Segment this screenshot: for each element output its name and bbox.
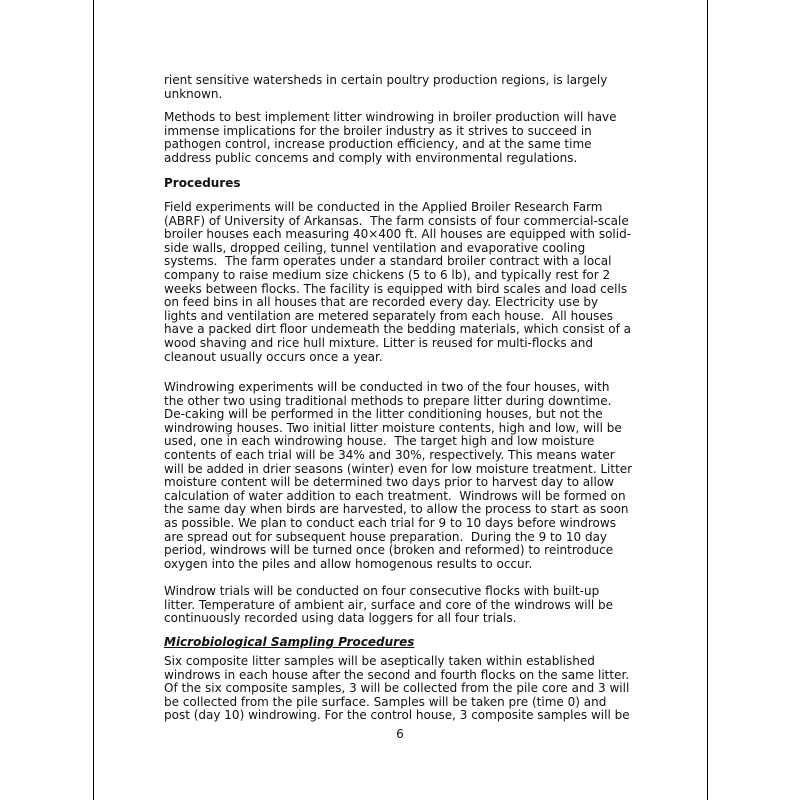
heading-procedures — [164, 177, 640, 191]
page-number: 6 — [396, 727, 404, 741]
text-line: Windrow trials will be conducted on four consecutive flocks with built-up — [164, 584, 600, 598]
text-line: Windrowing experiments will be conducted in two of the four houses, with — [164, 380, 610, 394]
text-line: unknown. — [164, 86, 223, 101]
text-line: company to raise medium size chickens (5 to 6 lb), and typically rest for 2 — [164, 267, 611, 282]
text-line: windrowing houses. Two initial litter moisture contents, high and low, will be — [164, 420, 622, 435]
text-line: immense implications for the broiler industry as it strives to succeed in — [164, 123, 592, 138]
text-line: the other two using traditional methods to prepare litter during downtime. — [164, 393, 612, 408]
heading-microbiological-text: Microbiological Sampling Procedures — [164, 635, 415, 649]
text-line: windrows in each house after the second and fourth flocks on the same litter. — [164, 667, 630, 682]
text-line: oxygen into the piles and allow homogenous results to occur. — [164, 556, 533, 571]
text-line: continuously recorded using data loggers for all four trials. — [164, 611, 517, 626]
text-line: the same day when birds are harvested, to allow the process to start as soon — [164, 502, 629, 517]
paragraph-windrow-trials — [164, 585, 640, 626]
page-border-left — [93, 0, 94, 800]
paragraph-field-experiments — [164, 201, 640, 364]
text-line: Six composite litter samples will be aseptically taken within established — [164, 654, 595, 668]
text-line: have a packed dirt floor undemeath the bedding materials, which consist of a — [164, 322, 631, 337]
heading-microbiological-sampling — [164, 636, 640, 650]
text-line: address public concems and comply with environmental regulations. — [164, 150, 578, 165]
text-line: will be added in drier seasons (winter) even for low moisture treatment. Litter — [164, 461, 633, 476]
text-line: rient sensitive watersheds in certain poultry production regions, is largely — [164, 73, 608, 87]
text-line: cleanout usually occurs once a year. — [164, 349, 383, 364]
text-line: post (day 10) windrowing. For the control house, 3 composite samples will be — [164, 708, 630, 723]
text-line: calculation of water addition to each treatment. Windrows will be formed on — [164, 488, 626, 503]
text-line: Methods to best implement litter windrowing in broiler production will have — [164, 110, 617, 124]
text-line: side walls, dropped ceiling, tunnel ventilation and evaporative cooling — [164, 240, 586, 255]
text-line: (ABRF) of University of Arkansas. The farm consists of four commercial-scale — [164, 213, 629, 228]
page-border-right — [707, 0, 708, 800]
text-line: weeks between flocks. The facility is equipped with bird scales and load cells — [164, 281, 628, 296]
text-line: used, one in each windrowing house. The target high and low moisture — [164, 434, 595, 449]
text-line: period, windrows will be turned once (broken and reformed) to reintroduce — [164, 543, 614, 558]
text-line: lights and ventilation are metered separately from each house. All houses — [164, 308, 614, 323]
text-line: on feed bins in all houses that are recorded every day. Electricity use by — [164, 295, 599, 310]
text-line: are spread out for subsequent house preparation. During the 9 to 10 day — [164, 529, 608, 544]
text-line: be collected from the pile surface. Samples will be taken pre (time 0) and — [164, 694, 607, 709]
paragraph-methods — [164, 111, 640, 165]
text-line: as possible. We plan to conduct each trial for 9 to 10 days before windrows — [164, 515, 616, 530]
heading-procedures-text: Procedures — [164, 176, 241, 190]
text-line: broiler houses each measuring 40×400 ft. All houses are equipped with solid- — [164, 227, 632, 242]
text-line: moisture content will be determined two days prior to harvest day to allow — [164, 475, 614, 490]
text-line: litter. Temperature of ambient air, surface and core of the windrows will be — [164, 597, 614, 612]
text-line: systems. The farm operates under a standard broiler contract with a local — [164, 254, 612, 269]
text-line: De-caking will be performed in the litter conditioning houses, but not the — [164, 407, 603, 422]
text-line: contents of each trial will be 34% and 30%, respectively. This means water — [164, 447, 615, 462]
paragraph-composite-samples — [164, 655, 640, 723]
text-line: Of the six composite samples, 3 will be collected from the pile core and 3 will — [164, 681, 630, 696]
text-line: wood shaving and rice hull mixture. Litter is reused for multi-flocks and — [164, 335, 593, 350]
paragraph-watersheds — [164, 74, 640, 101]
text-line: Field experiments will be conducted in the Applied Broiler Research Farm — [164, 200, 603, 214]
paragraph-windrowing-experiments — [164, 381, 640, 571]
text-line: pathogen control, increase production efficiency, and at the same time — [164, 137, 592, 152]
